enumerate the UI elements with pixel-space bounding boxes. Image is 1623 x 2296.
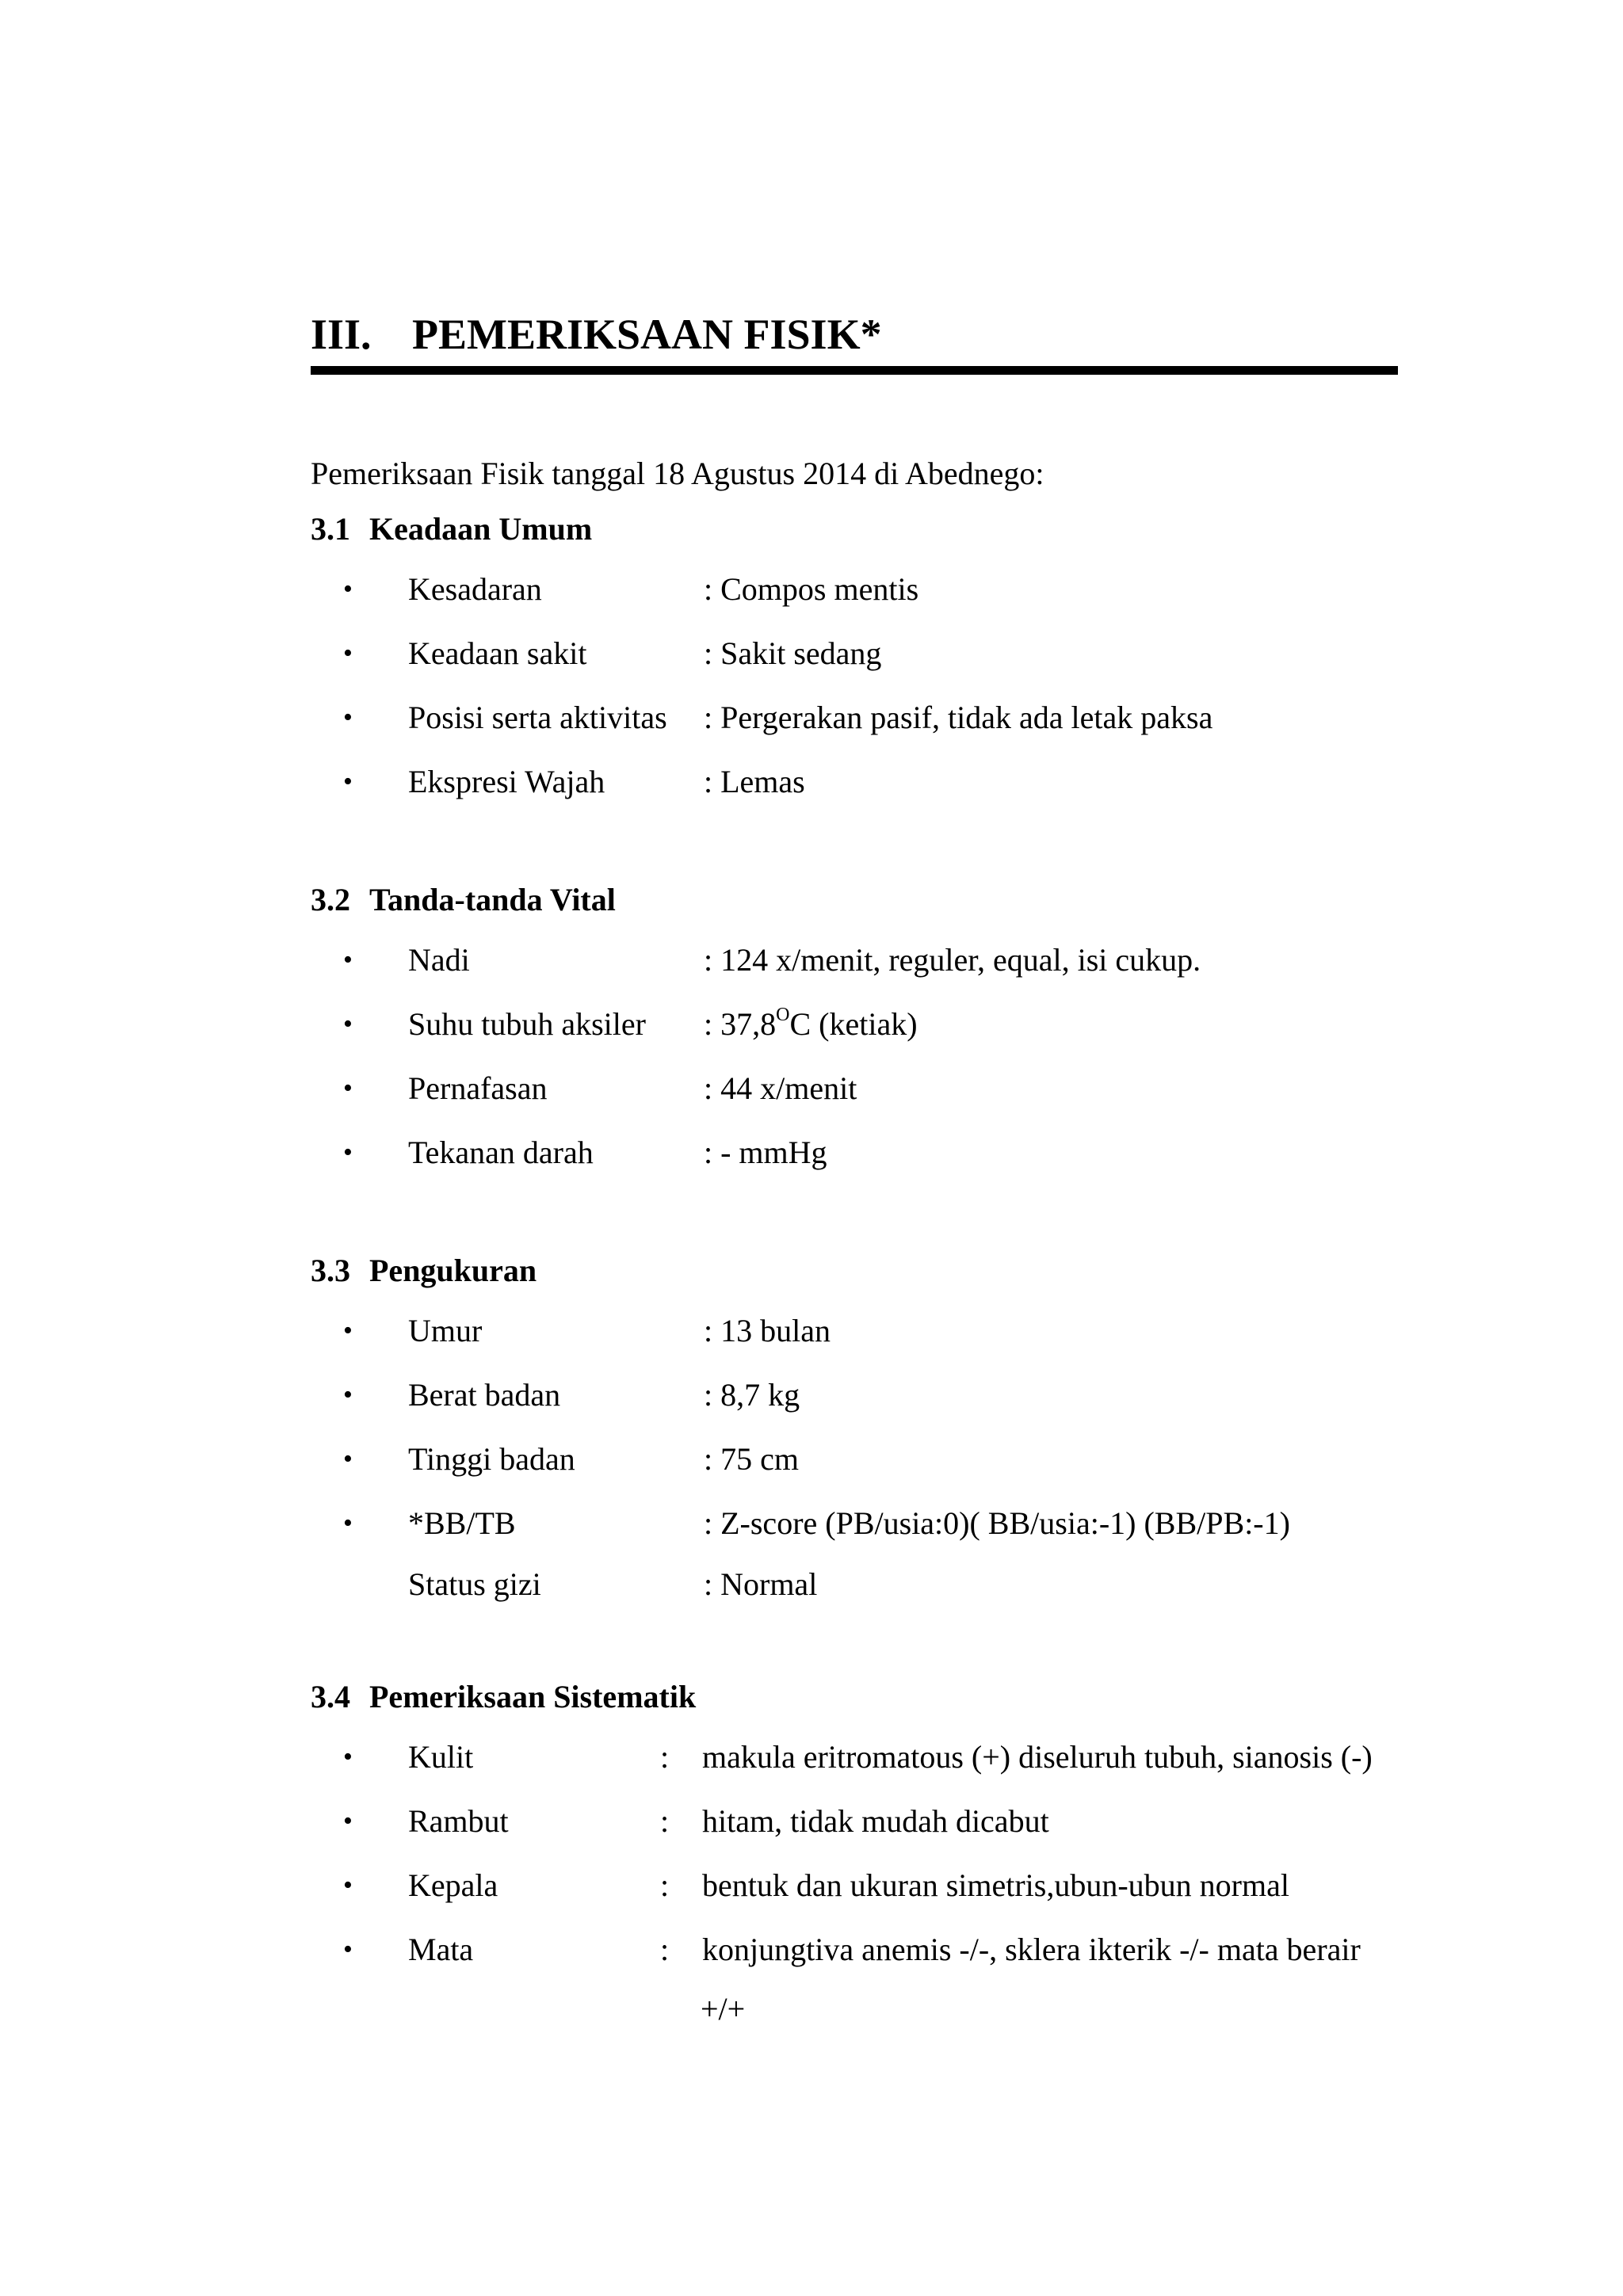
item-value: : 75 cm: [704, 1441, 799, 1477]
item-value: : Normal: [704, 1566, 818, 1602]
item-label: Berat badan: [408, 1377, 561, 1413]
temperature-unit: C (ketiak): [789, 1006, 918, 1042]
item-label: Ekspresi Wajah: [408, 764, 605, 799]
item-colon: :: [660, 1739, 670, 1775]
section-title-pengukuran: [311, 1250, 537, 1291]
heading-title: PEMERIKSAAN FISIK*: [412, 311, 882, 358]
section-title-keadaan-umum: [311, 509, 592, 550]
bullet-icon: •: [343, 574, 353, 604]
section-title-text: Tanda-tanda Vital: [369, 882, 616, 917]
item-label: Posisi serta aktivitas: [408, 700, 667, 735]
section-number: 3.4: [311, 1679, 350, 1714]
bullet-icon: •: [343, 1806, 353, 1836]
item-label: Status gizi: [408, 1566, 541, 1602]
bullet-icon: •: [343, 1871, 353, 1900]
item-value: : Pergerakan pasif, tidak ada letak paksa: [704, 700, 1213, 735]
item-value: [704, 1004, 918, 1045]
bullet-icon: •: [343, 1380, 353, 1409]
bullet-icon: •: [343, 639, 353, 668]
item-label: Umur: [408, 1313, 483, 1348]
bullet-icon: •: [343, 1444, 353, 1474]
item-label: Pernafasan: [408, 1070, 548, 1106]
bullet-icon: •: [343, 1316, 353, 1345]
bullet-icon: •: [343, 945, 353, 974]
bullet-icon: •: [343, 1074, 353, 1103]
item-label: Suhu tubuh aksiler: [408, 1006, 646, 1042]
item-value: : Lemas: [704, 764, 805, 799]
item-colon: :: [660, 1932, 670, 1967]
section-number: 3.3: [311, 1253, 350, 1288]
section-title-vital: [311, 879, 616, 921]
item-colon: :: [660, 1867, 670, 1903]
item-label: Tekanan darah: [408, 1135, 594, 1170]
bullet-icon: •: [343, 703, 353, 732]
item-label: Kepala: [408, 1867, 498, 1903]
bullet-icon: •: [343, 1935, 353, 1964]
item-colon: :: [660, 1803, 670, 1839]
item-value-continuation: +/+: [701, 1991, 746, 2027]
section-title-text: Pengukuran: [369, 1253, 537, 1288]
temperature-value: : 37,8: [704, 1006, 777, 1042]
item-value: : Sakit sedang: [704, 635, 882, 671]
section-number: 3.2: [311, 882, 350, 917]
item-value: : Compos mentis: [704, 571, 919, 607]
section-title-text: Pemeriksaan Sistematik: [369, 1679, 697, 1714]
bullet-icon: •: [343, 1138, 353, 1167]
item-label: *BB/TB: [408, 1505, 516, 1541]
item-label: Keadaan sakit: [408, 635, 587, 671]
section-title-text: Keadaan Umum: [369, 511, 593, 547]
item-value: hitam, tidak mudah dicabut: [702, 1803, 1049, 1839]
bullet-icon: •: [343, 1009, 353, 1039]
item-value: : 44 x/menit: [704, 1070, 857, 1106]
item-label: Kesadaran: [408, 571, 542, 607]
item-label: Rambut: [408, 1803, 509, 1839]
page-heading: [311, 307, 1398, 375]
section-title-sistematik: [311, 1676, 696, 1718]
item-value: konjungtiva anemis -/-, sklera ikterik -/- mata berair: [702, 1932, 1361, 1967]
item-label: Kulit: [408, 1739, 474, 1775]
item-value: : 124 x/menit, reguler, equal, isi cukup.: [704, 942, 1201, 978]
item-value: : Z-score (PB/usia:0)( BB/usia:-1) (BB/PB:-1): [704, 1505, 1290, 1541]
bullet-icon: •: [343, 1742, 353, 1772]
item-label: Tinggi badan: [408, 1441, 575, 1477]
degree-superscript: O: [776, 1004, 790, 1025]
item-label: Mata: [408, 1932, 474, 1967]
bullet-icon: •: [343, 767, 353, 796]
intro-text: Pemeriksaan Fisik tanggal 18 Agustus 2014 di Abednego:: [311, 456, 1044, 491]
item-value: makula eritromatous (+) diseluruh tubuh, sianosis (-): [702, 1739, 1373, 1775]
item-value: bentuk dan ukuran simetris,ubun-ubun normal: [702, 1867, 1289, 1903]
item-value: : 8,7 kg: [704, 1377, 800, 1413]
bullet-icon: •: [343, 1508, 353, 1538]
item-value: : 13 bulan: [704, 1313, 831, 1348]
item-label: Nadi: [408, 942, 470, 978]
item-value: : - mmHg: [704, 1135, 827, 1170]
section-number: 3.1: [311, 511, 350, 547]
heading-number: III.: [311, 311, 372, 358]
